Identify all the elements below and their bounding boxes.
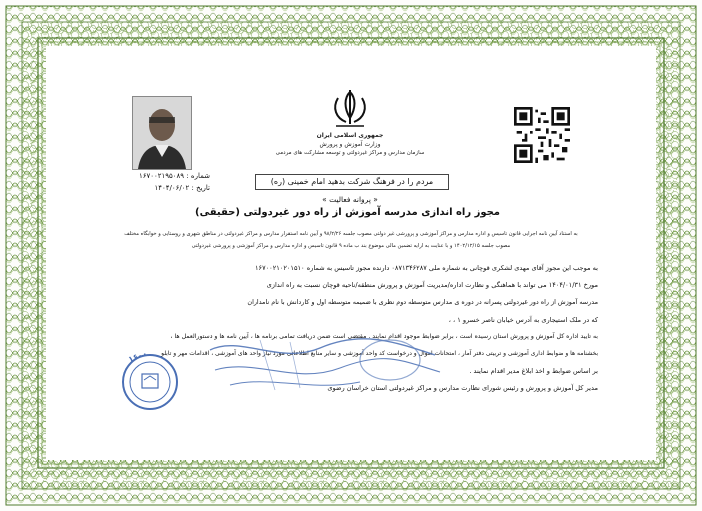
number-label: شماره : bbox=[186, 172, 210, 180]
body-line-3: مدرسه آموزش از راه دور غیردولتی پسرانه در دوره ی مدارس متوسطه دوم نظری با ضمیمه متوسطه اول و کاردانش با نام نامداران bbox=[247, 298, 598, 306]
seal-number: ۱۶۰۰ bbox=[127, 348, 149, 365]
body-line-8: مدیر کل آموزش و پرورش و رئیس شورای نظارت مدارس و مراکز غیردولتی استان خراسان رضوی bbox=[327, 384, 598, 392]
body-line-7: بر اساس ضوابط و اخذ ابلاغ مدیر اقدام نمایند . bbox=[469, 367, 598, 375]
preamble-line-2: مصوب جلسه ۱۴۰۲/۱۲/۱۵ و با عنایت به ارایه تضمین مالی موضوع بند ب ماده ۹ قانون تاسیس و اداره مدارس و مراکز آموزشی و پرورشی غیردولتی bbox=[191, 243, 511, 249]
slogan-box: مردم را در فرهنگ شرکت بدهید امام خمینی (ره) bbox=[255, 174, 449, 190]
body-line-2: مورخ ۱۴۰۴/۰۱/۳۱ می تواند با هماهنگی و نظارت اداره/مدیریت آموزش و پرورش منطقه/ناحیه قوچان نسبت به راه اندازی bbox=[266, 281, 598, 289]
emblem-line1: جمهوری اسلامی ایران bbox=[316, 132, 384, 139]
emblem-line2: وزارت آموزش و پرورش bbox=[319, 141, 381, 148]
status-label: « پروانه فعالیت » bbox=[322, 195, 378, 204]
number-row bbox=[100, 172, 210, 180]
signature-stamp bbox=[200, 330, 445, 400]
applicant-photo bbox=[132, 96, 192, 170]
iran-emblem-icon bbox=[330, 88, 370, 130]
date-value: ۱۴۰۴/۰۶/۰۲ bbox=[154, 184, 190, 192]
date-row bbox=[100, 184, 210, 192]
number-value: ۱۶۷۰۰۲۱۹۵۰۸۹ bbox=[138, 172, 185, 180]
qr-code-icon bbox=[514, 107, 570, 163]
body-line-4: که در ملک استیجاری به آدرس خیابان ناصر خسرو ۱ ، ، bbox=[448, 316, 598, 324]
preamble-line-1: به استناد آیین نامه اجرایی قانون تاسیس و اداره مدارس و مراکز آموزشی و پرورشی غیر دولتی مصوب جلسه ۹۸/۲/۲۶ و آیین نامه استقرار مدارس و مراکز غیردولتی در مناطق شهری و روستایی و خوابگاه مختلف bbox=[124, 231, 578, 237]
emblem-line3: سازمان مدارس و مراکز غیردولتی و توسعه مشارکت های مردمی bbox=[275, 150, 425, 156]
body-line-1: به موجب این مجوز آقای مهدی لشکری قوچانی به شماره ملی ۰۸۷۱۳۴۶۲۸۷ دارنده مجوز تاسیس به شماره ۱۶۷۰۰۲۱۰۲۰۱۵۱۰ bbox=[255, 264, 598, 272]
date-label: تاریخ : bbox=[191, 184, 210, 192]
certificate-title: مجوز راه اندازی مدرسه آموزش از راه دور غیردولتی (حقیقی) bbox=[195, 207, 500, 218]
body-line-6: بخشنامه ها و ضوابط اداری آموزشی و تربیتی دفتر آمار ، امتحانات اموال و درخواست کد واحد آموزشی و سایر منابع اطلاعاتی مورد نیاز واحد های آموزشی ، اقدامات مهر و تابلو bbox=[161, 350, 598, 357]
body-line-5: به تایید اداره کل آموزش و پرورش استان رسیده است ، برابر ضوابط موجود اقدام نمایند . مقتضی است ضمن دریافت تمامی برنامه ها ، آیین نامه ها و دستورالعمل ها ، bbox=[170, 333, 598, 340]
